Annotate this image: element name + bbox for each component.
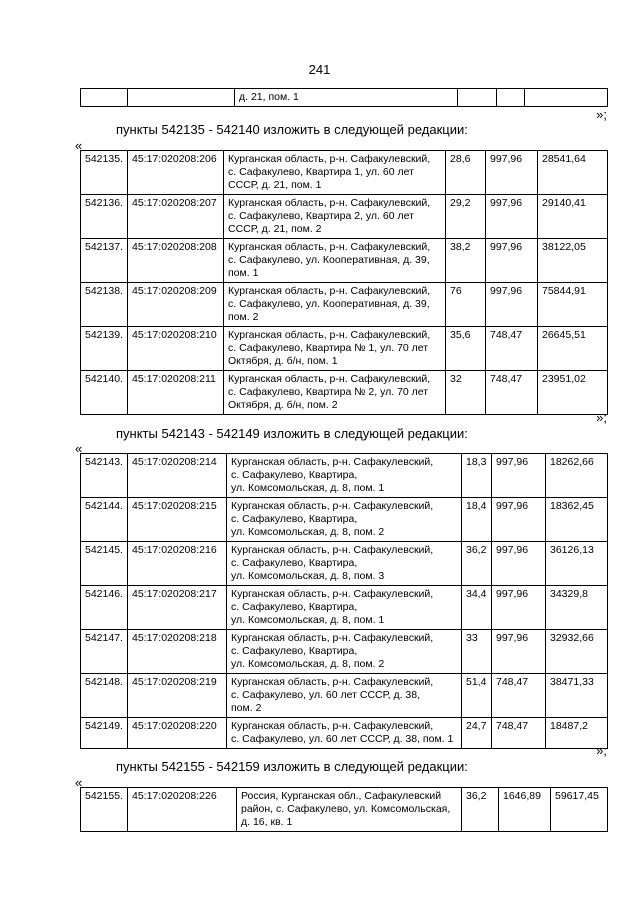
cell-number: 542148. bbox=[81, 674, 128, 718]
table-row bbox=[81, 674, 608, 718]
top-continuation-table bbox=[80, 88, 608, 107]
cell-number: 542145. bbox=[81, 542, 128, 586]
cell-address: Курганская область, р-н. Сафакулевский, с. Сафакулево, ул. Кооперативная, д. 39, пом. 1 bbox=[224, 239, 446, 283]
table-row bbox=[81, 454, 608, 498]
property-table-542135-542140 bbox=[80, 150, 608, 415]
cell-rate: 997,96 bbox=[492, 630, 546, 674]
cell-area: 35,6 bbox=[446, 327, 486, 371]
cell-area bbox=[458, 89, 497, 107]
cell-value: 59617,45 bbox=[551, 788, 608, 832]
cell-value: 75844,91 bbox=[538, 283, 608, 327]
cell-value: 23951,02 bbox=[538, 371, 608, 415]
table-row bbox=[81, 283, 608, 327]
property-table-542155-542159 bbox=[80, 787, 608, 832]
table-row bbox=[81, 788, 608, 832]
cell-area: 32 bbox=[446, 371, 486, 415]
cell-number: 542138. bbox=[81, 283, 128, 327]
cell-address: Курганская область, р-н. Сафакулевский, с. Сафакулево, Квартира, ул. Комсомольская, д. 8, пом. 2 bbox=[227, 630, 462, 674]
cell-value: 26645,51 bbox=[538, 327, 608, 371]
cell-cadastral-number: 45:17:020208:209 bbox=[128, 283, 224, 327]
cell-cadastral-number: 45:17:020208:217 bbox=[128, 586, 227, 630]
cell-area: 38,2 bbox=[446, 239, 486, 283]
cell-cadastral-number: 45:17:020208:215 bbox=[128, 498, 227, 542]
cell-number: 542137. bbox=[81, 239, 128, 283]
cell-area: 24,7 bbox=[462, 718, 492, 749]
cell-address: Курганская область, р-н. Сафакулевский, с. Сафакулево, ул. 60 лет СССР, д. 38, пом. 1 bbox=[227, 718, 462, 749]
cell-rate: 997,96 bbox=[492, 454, 546, 498]
cell-value: 18262,66 bbox=[546, 454, 608, 498]
cell-cadastral-number: 45:17:020208:219 bbox=[128, 674, 227, 718]
cell-number bbox=[81, 89, 128, 107]
cell-rate: 997,96 bbox=[486, 239, 538, 283]
cell-number: 542149. bbox=[81, 718, 128, 749]
cell-rate: 748,47 bbox=[486, 371, 538, 415]
cell-area: 18,3 bbox=[462, 454, 492, 498]
cell-value: 32932,66 bbox=[546, 630, 608, 674]
table-row bbox=[81, 586, 608, 630]
cell-rate: 748,47 bbox=[492, 674, 546, 718]
cell-address: Курганская область, р-н. Сафакулевский, с. Сафакулево, Квартира 2, ул. 60 лет СССР, д. 21, пом. 2 bbox=[224, 195, 446, 239]
cell-value: 28541,64 bbox=[538, 151, 608, 195]
cell-cadastral-number: 45:17:020208:226 bbox=[128, 788, 237, 832]
cell-rate: 997,96 bbox=[486, 283, 538, 327]
cell-area: 76 bbox=[446, 283, 486, 327]
cell-area: 18,4 bbox=[462, 498, 492, 542]
table-row bbox=[81, 498, 608, 542]
table-row bbox=[81, 195, 608, 239]
opening-quote-mark: « bbox=[75, 775, 83, 790]
cell-number: 542147. bbox=[81, 630, 128, 674]
cell-number: 542140. bbox=[81, 371, 128, 415]
cell-cadastral-number: 45:17:020208:207 bbox=[128, 195, 224, 239]
cell-rate: 997,96 bbox=[492, 542, 546, 586]
cell-address: Курганская область, р-н. Сафакулевский, с. Сафакулево, ул. Кооперативная, д. 39, пом. 2 bbox=[224, 283, 446, 327]
cell-cadastral-number: 45:17:020208:210 bbox=[128, 327, 224, 371]
closing-quote-mark: »; bbox=[596, 107, 607, 122]
cell-number: 542135. bbox=[81, 151, 128, 195]
cell-area: 36,2 bbox=[462, 788, 499, 832]
cell-value: 34329,8 bbox=[546, 586, 608, 630]
closing-quote-mark: »; bbox=[596, 743, 607, 758]
cell-rate: 748,47 bbox=[486, 327, 538, 371]
cell-value: 38122,05 bbox=[538, 239, 608, 283]
cell-address: Курганская область, р-н. Сафакулевский, с. Сафакулево, Квартира, ул. Комсомольская, д. 8, пом. 1 bbox=[227, 454, 462, 498]
cell-cadastral-number: 45:17:020208:208 bbox=[128, 239, 224, 283]
amendment-instruction: пункты 542135 - 542140 изложить в следующей редакции: bbox=[116, 122, 468, 137]
cell-area: 33 bbox=[462, 630, 492, 674]
amendment-instruction: пункты 542143 - 542149 изложить в следующей редакции: bbox=[116, 426, 468, 441]
cell-cadastral-number: 45:17:020208:220 bbox=[128, 718, 227, 749]
cell-number: 542136. bbox=[81, 195, 128, 239]
page-number: 241 bbox=[308, 62, 331, 77]
cell-address: Курганская область, р-н. Сафакулевский, с. Сафакулево, Квартира, ул. Комсомольская, д. 8, пом. 1 bbox=[227, 586, 462, 630]
cell-cadastral-number: 45:17:020208:206 bbox=[128, 151, 224, 195]
closing-quote-mark: »; bbox=[596, 410, 607, 425]
table-row bbox=[81, 239, 608, 283]
cell-address: Курганская область, р-н. Сафакулевский, с. Сафакулево, Квартира № 2, ул. 70 лет Октября, д. б/н, пом. 2 bbox=[224, 371, 446, 415]
table-row bbox=[81, 89, 608, 107]
cell-value: 29140,41 bbox=[538, 195, 608, 239]
table-row bbox=[81, 151, 608, 195]
cell-cadastral-number: 45:17:020208:216 bbox=[128, 542, 227, 586]
table-row bbox=[81, 630, 608, 674]
property-table-542143-542149 bbox=[80, 453, 608, 749]
cell-value: 36126,13 bbox=[546, 542, 608, 586]
cell-number: 542146. bbox=[81, 586, 128, 630]
cell-number: 542143. bbox=[81, 454, 128, 498]
cell-value: 38471,33 bbox=[546, 674, 608, 718]
opening-quote-mark: « bbox=[75, 441, 83, 456]
cell-area: 51,4 bbox=[462, 674, 492, 718]
cell-rate bbox=[497, 89, 525, 107]
cell-area: 28,6 bbox=[446, 151, 486, 195]
cell-area: 36,2 bbox=[462, 542, 492, 586]
cell-cadastral-number: 45:17:020208:218 bbox=[128, 630, 227, 674]
cell-cadastral-number bbox=[128, 89, 235, 107]
cell-rate: 997,96 bbox=[492, 498, 546, 542]
cell-number: 542144. bbox=[81, 498, 128, 542]
amendment-instruction: пункты 542155 - 542159 изложить в следующей редакции: bbox=[116, 759, 468, 774]
cell-rate: 997,96 bbox=[492, 586, 546, 630]
cell-address: д. 21, пом. 1 bbox=[235, 89, 458, 107]
cell-area: 34,4 bbox=[462, 586, 492, 630]
cell-number: 542155. bbox=[81, 788, 128, 832]
cell-area: 29,2 bbox=[446, 195, 486, 239]
cell-value: 18362,45 bbox=[546, 498, 608, 542]
table-row bbox=[81, 327, 608, 371]
cell-rate: 997,96 bbox=[486, 195, 538, 239]
cell-rate: 997,96 bbox=[486, 151, 538, 195]
cell-value bbox=[525, 89, 608, 107]
cell-address: Курганская область, р-н. Сафакулевский, с. Сафакулево, Квартира, ул. Комсомольская, д. 8, пом. 2 bbox=[227, 498, 462, 542]
cell-value: 18487,2 bbox=[546, 718, 608, 749]
table-row bbox=[81, 542, 608, 586]
table-row bbox=[81, 371, 608, 415]
cell-address: Курганская область, р-н. Сафакулевский, с. Сафакулево, ул. 60 лет СССР, д. 38, пом. 2 bbox=[227, 674, 462, 718]
cell-cadastral-number: 45:17:020208:211 bbox=[128, 371, 224, 415]
cell-address: Курганская область, р-н. Сафакулевский, с. Сафакулево, Квартира 1, ул. 60 лет СССР, д. 21, пом. 1 bbox=[224, 151, 446, 195]
table-row bbox=[81, 718, 608, 749]
cell-cadastral-number: 45:17:020208:214 bbox=[128, 454, 227, 498]
cell-rate: 1646,89 bbox=[499, 788, 551, 832]
cell-address: Россия, Курганская обл., Сафакулевский район, с. Сафакулево, ул. Комсомольская, д. 16, кв. 1 bbox=[237, 788, 462, 832]
cell-rate: 748,47 bbox=[492, 718, 546, 749]
cell-number: 542139. bbox=[81, 327, 128, 371]
cell-address: Курганская область, р-н. Сафакулевский, с. Сафакулево, Квартира, ул. Комсомольская, д. 8, пом. 3 bbox=[227, 542, 462, 586]
opening-quote-mark: « bbox=[75, 138, 83, 153]
cell-address: Курганская область, р-н. Сафакулевский, с. Сафакулево, Квартира № 1, ул. 70 лет Октября, д. б/н, пом. 1 bbox=[224, 327, 446, 371]
